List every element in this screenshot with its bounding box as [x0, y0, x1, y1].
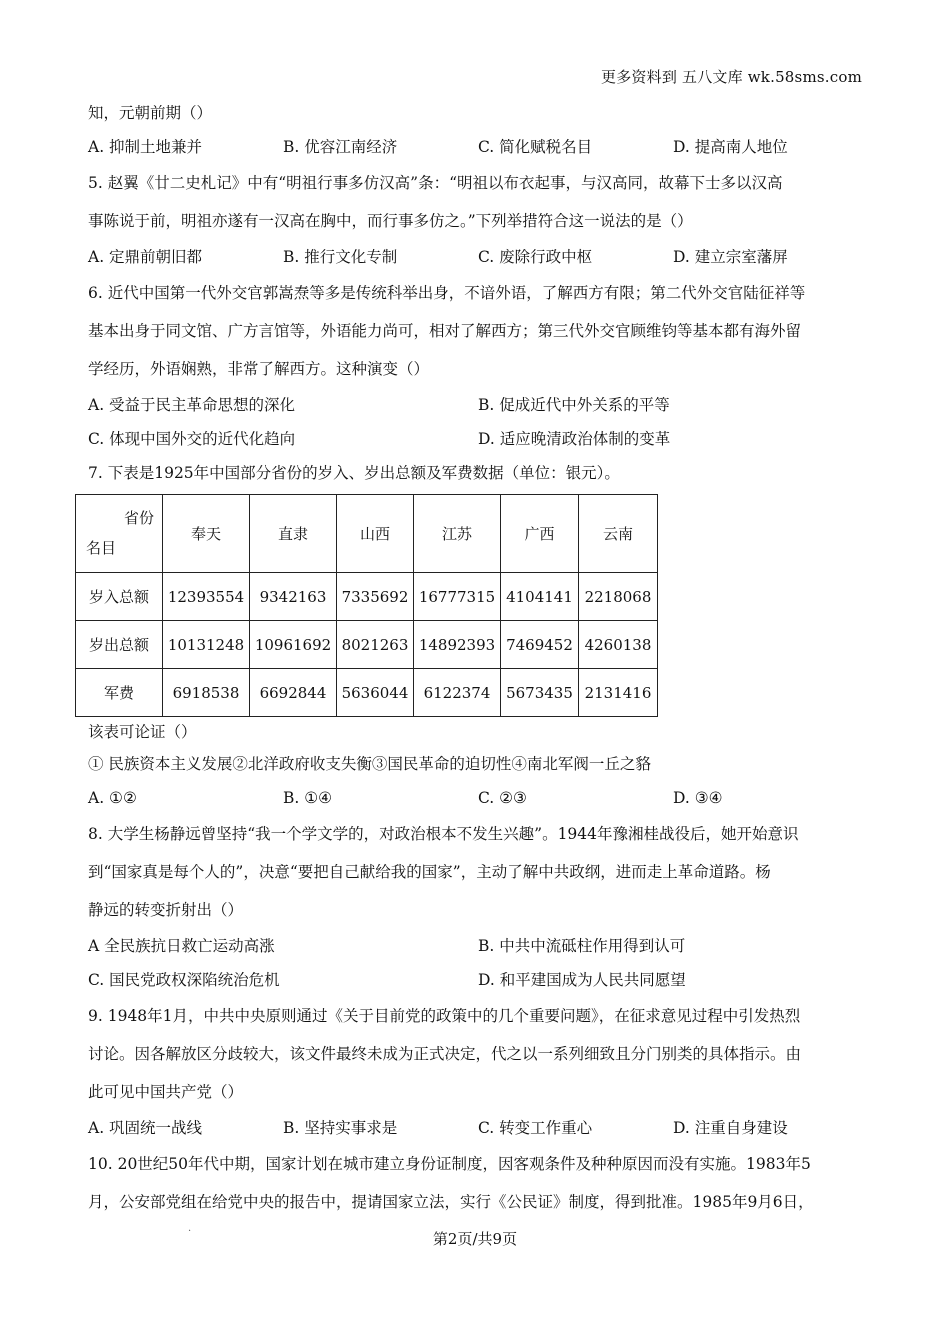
option: B. 促成近代中外关系的平等: [478, 396, 670, 414]
table-cell: 2218068: [579, 573, 658, 621]
option: C. 简化赋税名目: [478, 138, 593, 156]
q5-line: 5. 赵翼《廿二史札记》中有“明祖行事多仿汉高”条：“明祖以布衣起事，与汉高同，故幕下士多以汉高: [88, 174, 783, 192]
column-header: 直隶: [250, 495, 337, 573]
q6-line: 学经历，外语娴熟，非常了解西方。这种演变（）: [88, 360, 430, 378]
option: A. 定鼎前朝旧都: [88, 248, 203, 266]
column-header: 奉天: [163, 495, 250, 573]
page-dot: ·: [188, 1226, 192, 1237]
table-header-row: [76, 495, 658, 573]
table-cell: 2131416: [579, 669, 658, 717]
table-row: [76, 669, 658, 717]
row-label: 岁入总额: [76, 573, 163, 621]
table-cell: 10131248: [163, 621, 250, 669]
table-cell: 6692844: [250, 669, 337, 717]
q6-options-row1: [88, 388, 868, 422]
q8-line: 8. 大学生杨静远曾坚持“我一个学文学的，对政治根本不发生兴趣”。1944年豫湘桂战役后，她开始意识: [88, 825, 799, 843]
q6-line: 6. 近代中国第一代外交官郭嵩焘等多是传统科举出身，不谙外语，了解西方有限；第二代外交官陆征祥等: [88, 284, 806, 302]
corner-bottom-label: 名目: [86, 539, 117, 557]
corner-top-label: 省份: [123, 509, 154, 527]
q10-line: 月，公安部党组在给党中央的报告中，提请国家立法，实行《公民证》制度，得到批准。1985年9月6日，: [88, 1193, 814, 1211]
option: B. 优容江南经济: [283, 138, 398, 156]
page-footer: 第2页/共9页: [432, 1230, 518, 1248]
table-row: [76, 573, 658, 621]
column-header: 广西: [501, 495, 579, 573]
table-cell: 7335692: [337, 573, 414, 621]
option: A. 抑制土地兼并: [88, 138, 203, 156]
option: B. 坚持实事求是: [283, 1119, 398, 1137]
table-cell: 4104141: [501, 573, 579, 621]
fiscal-table: [75, 494, 658, 717]
q9-line: 此可见中国共产党（）: [88, 1083, 244, 1101]
table-cell: 8021263: [337, 621, 414, 669]
q7-options: [88, 781, 868, 815]
option: B. 中共中流砥柱作用得到认可: [478, 937, 686, 955]
table-cell: 9342163: [250, 573, 337, 621]
option: B. 推行文化专制: [283, 248, 398, 266]
q4-tail: 知，元朝前期（）: [88, 104, 213, 122]
q9-line: 9. 1948年1月，中共中央原则通过《关于目前党的政策中的几个重要问题》，在征求意见过程中引发热烈: [88, 1007, 801, 1025]
q6-options-row2: [88, 422, 868, 456]
q8-options-row1: [88, 929, 868, 963]
q6-line: 基本出身于同文馆、广方言馆等，外语能力尚可，相对了解西方；第三代外交官顾维钧等基本都有海外留: [88, 322, 802, 340]
table-cell: 10961692: [250, 621, 337, 669]
option: A. 巩固统一战线: [88, 1119, 203, 1137]
table-cell: 12393554: [163, 573, 250, 621]
option: D. ③④: [673, 789, 723, 807]
table-cell: 4260138: [579, 621, 658, 669]
option: C. ②③: [478, 789, 527, 807]
option: C. 国民党政权深陷统治危机: [88, 971, 280, 989]
option: A. ①②: [88, 789, 137, 807]
column-header: 云南: [579, 495, 658, 573]
q8-options-row2: [88, 963, 868, 997]
table-corner-cell: [76, 495, 163, 573]
table-cell: 16777315: [414, 573, 501, 621]
q7-intro: 7. 下表是1925年中国部分省份的岁入、岁出总额及军费数据（单位：银元）。: [88, 464, 620, 482]
table-cell: 5673435: [501, 669, 579, 717]
option: A 全民族抗日救亡运动高涨: [88, 937, 275, 955]
document-body: [88, 96, 868, 1221]
q8-line: 静远的转变折射出（）: [88, 901, 244, 919]
q4-options: [88, 130, 868, 164]
column-header: 山西: [337, 495, 414, 573]
q7-after: 该表可论证（）: [88, 723, 197, 741]
table-cell: 6122374: [414, 669, 501, 717]
row-label: 岁出总额: [76, 621, 163, 669]
q9-line: 讨论。因各解放区分歧较大，该文件最终未成为正式决定，代之以一系列细致且分门别类的具体指示。由: [88, 1045, 802, 1063]
table-cell: 5636044: [337, 669, 414, 717]
column-header: 江苏: [414, 495, 501, 573]
q9-options: [88, 1111, 868, 1145]
option: C. 废除行政中枢: [478, 248, 593, 266]
option: C. 转变工作重心: [478, 1119, 593, 1137]
table-row: [76, 621, 658, 669]
option: D. 和平建国成为人民共同愿望: [478, 971, 686, 989]
row-label: 军费: [76, 669, 163, 717]
option: D. 建立宗室藩屏: [673, 248, 788, 266]
q5-line: 事陈说于前，明祖亦遂有一汉高在胸中，而行事多仿之。”下列举措符合这一说法的是（）: [88, 212, 693, 230]
option: D. 提高南人地位: [673, 138, 788, 156]
option: C. 体现中国外交的近代化趋向: [88, 430, 296, 448]
page-header: 更多资料到 五八文库 wk.58sms.com: [601, 68, 862, 86]
q7-items: ① 民族资本主义发展②北洋政府收支失衡③国民革命的迫切性④南北军阀一丘之貉: [88, 755, 651, 773]
table-cell: 14892393: [414, 621, 501, 669]
option: A. 受益于民主革命思想的深化: [88, 396, 296, 414]
q10-line: 10. 20世纪50年代中期，国家计划在城市建立身份证制度，因客观条件及种种原因而没有实施。1983年5: [88, 1155, 811, 1173]
option: D. 注重自身建设: [673, 1119, 788, 1137]
q5-options: [88, 240, 868, 274]
option: D. 适应晚清政治体制的变革: [478, 430, 671, 448]
option: B. ①④: [283, 789, 333, 807]
table-cell: 7469452: [501, 621, 579, 669]
table-cell: 6918538: [163, 669, 250, 717]
q8-line: 到“国家真是每个人的”，决意“要把自己献给我的国家”，主动了解中共政纲，进而走上革命道路。杨: [88, 863, 771, 881]
